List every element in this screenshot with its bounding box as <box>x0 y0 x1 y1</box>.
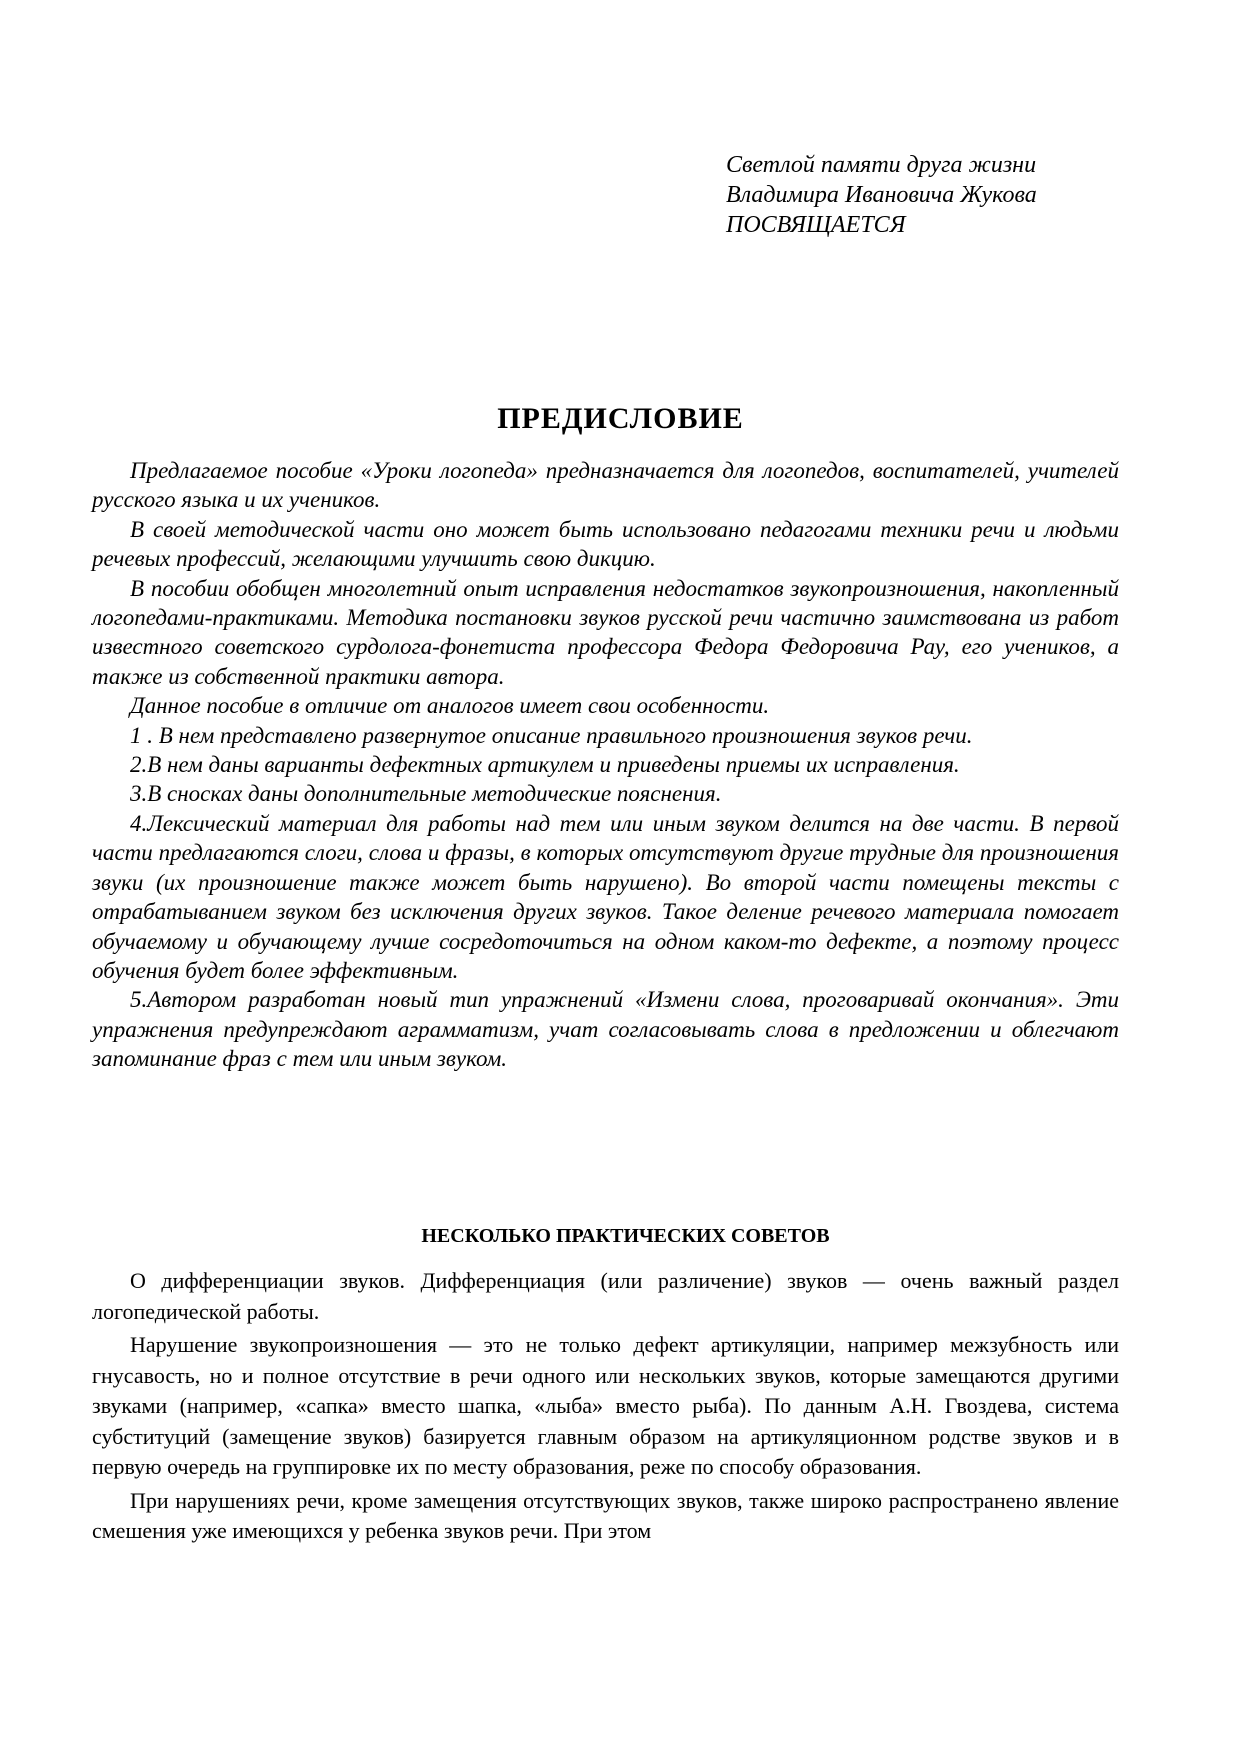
dedication <box>726 150 1196 240</box>
preface-paragraph: Предлагаемое пособие «Уроки логопеда» предназначается для логопедов, воспитателей, учителей русского языка и их учеников. <box>92 458 1119 513</box>
dedication-line: Светлой памяти друга жизни <box>726 152 1037 178</box>
preface-paragraph: 3.В сносках даны дополнительные методические пояснения. <box>130 781 722 807</box>
preface-paragraph: 4.Лексический материал для работы над тем или иным звуком делится на две части. В первой части предлагаются слоги, слова и фразы, в которых отсутствуют другие трудные для произношения звуки (их произношение также может быть нарушено). Во второй части помещены тексты с отрабатыванием звуком без исключения других звуков. Такое деление речевого материала помогает обучаемому и обучающему лучше сосредоточиться на одном каком-то дефекте, а поэтому процесс обучения будет более эффективным. <box>92 810 1119 983</box>
dedication-line: Владимира Ивановича Жукова <box>726 182 1037 208</box>
advice-paragraph: О дифференциации звуков. Дифференциация (или различение) звуков — очень важный раздел логопедической работы. <box>92 1268 1119 1324</box>
preface-paragraph: В своей методической части оно может быть использовано педагогами техники речи и людьми речевых профессий, желающими улучшить свою дикцию. <box>92 516 1119 572</box>
preface-paragraph: Данное пособие в отличие от аналогов имеет свои особенности. <box>130 693 770 719</box>
preface-paragraph: В пособии обобщен многолетний опыт исправления недостатков звукопроизношения, накопленный логопедами-практиками. Методика постановки звуков русской речи частично заимствована из работ известного советского сурдолога-фонетиста профессора Федора Федоровича Рау, его учеников, а также из собственной практики автора. <box>92 575 1119 689</box>
preface-title: ПРЕДИСЛОВИЕ <box>497 402 744 435</box>
advice-paragraph: Нарушение звукопроизношения — это не только дефект артикуляции, например межзубность или гнусавость, но и полное отсутствие в речи одного или нескольких звуков, которые замещаются другими звуками (например, «сапка» вместо шапка, «лыба» вместо рыба). По данным А.Н. Гвоздева, система субституций (замещение звуков) базируется главным образом на артикуляционном родстве звуков и в первую очередь на группировке их по месту образования, реже по способу образования. <box>92 1332 1119 1479</box>
advice-body <box>92 1266 1119 1550</box>
advice-paragraph: При нарушениях речи, кроме замещения отсутствующих звуков, также широко распространено явление смешения уже имеющихся у ребенка звуков речи. При этом <box>92 1487 1119 1543</box>
advice-title-text: НЕСКОЛЬКО ПРАКТИЧЕСКИХ СОВЕТОВ <box>421 1225 830 1247</box>
preface-body <box>92 456 1119 1074</box>
dedication-line: ПОСВЯЩАЕТСЯ <box>726 212 906 238</box>
preface-paragraph: 5.Автором разработан новый тип упражнений «Измени слова, проговаривай окончания». Эти упражнения предупреждают аграмматизм, учат согласовывать слова в предложении и облегчают запоминание фраз с тем или иным звуком. <box>92 987 1119 1072</box>
advice-section-title <box>0 1222 1241 1250</box>
preface-paragraph: 2.В нем даны варианты дефектных артикулем и приведены приемы их исправления. <box>130 752 960 778</box>
preface-paragraph: 1 . В нем представлено развернутое описание правильного произношения звуков речи. <box>130 722 973 748</box>
